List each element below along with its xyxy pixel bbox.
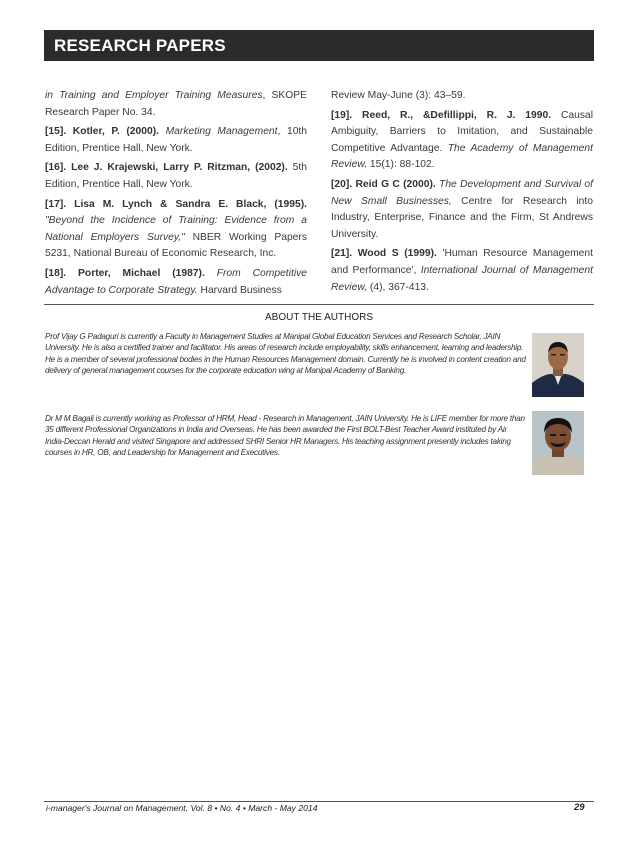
reference-entry [45,160,307,193]
reference-text: From Competitive Advantage to Corporate Strategy. [45,267,307,296]
reference-text: [16]. Lee J. Krajewski, Larry P. Ritzman, (2002). [45,162,288,174]
reference-entry [45,124,307,157]
reference-text: 15(1): 88-102. [367,159,435,171]
about-divider [44,304,594,305]
reference-text: , SKOPE Research Paper No. 34. [45,90,308,118]
author-bio-1: Prof Vijay G Padaguri is currently a Faculty in Management Studies at Manipal Global Education Services and Research Scholar, JAIN University. He is also a certified trainer and facilitator. His areas of research include employability, skills enhancement, learning and leadership. He is a member of several professional bodies in the Human Resources Management domain. Currently he is involved in content creation and delivery of general management courses for the corporate education wing at Manipal Academy of Banking. [45,332,526,376]
reference-text: 5th Edition, Prentice Hall, New York. [45,162,307,190]
reference-text: "Beyond the Incidence of Training: Evidence from a National Employers Survey," [45,215,307,243]
reference-entry [331,108,593,174]
reference-entry [45,88,307,121]
page-number: 29 [574,802,585,813]
reference-text: , 10th Edition, Prentice Hall, New York. [45,126,308,154]
reference-entry [331,246,593,296]
author-photo-2 [532,411,584,475]
reference-text: The Development and Survival of New Small Businesses, [331,178,594,207]
reference-text: International Journal of Management Review, [331,264,593,293]
reference-text: Centre for Research into Industry, Enterprise, Finance and the Firm, St Andrews University. [331,195,593,240]
footer-divider [44,801,594,802]
reference-text: Harvard Business [197,284,282,296]
reference-entry [331,88,593,105]
reference-text: 'Human Resource Management and Performance', [331,248,593,276]
reference-text: [15]. Kotler, P. (2000). [45,126,160,138]
reference-text: NBER Working Papers 5231, National Bureau of Economic Research, Inc. [45,231,307,260]
reference-entry [45,266,307,299]
references-left-column [45,88,307,302]
reference-text: [21]. Wood S (1999). [331,248,437,260]
reference-text: (4), 367-413. [367,281,429,293]
reference-text: [19]. Reed, R., &Defillippi, R. J. 1990. [331,109,552,121]
footer-journal-citation: i-manager's Journal on Management, Vol. 8 • No. 4 • March - May 2014 [46,803,318,813]
reference-text: Marketing Management [159,126,278,138]
reference-text: in Training and Employer Training Measures [45,90,263,101]
reference-text: Review May-June (3): 43–59. [331,90,466,101]
reference-entry [331,177,593,243]
reference-text: Causal Ambiguity, Barriers to Imitation, and Sustainable Competitive Advantage. [331,109,593,154]
reference-text: [17]. Lisa M. Lynch & Sandra E. Black, (1995). [45,198,307,210]
reference-text: The Academy of Management Review, [331,142,593,171]
author-bio-2: Dr M M Bagali is currently working as Professor of HRM, Head - Research in Management, JAIN University. He is LIFE member for more than 35 different Professional Organizations in India and Overseas. He has been awarded the First BOLT-Best Teacher Award instituted by Air India-Deccan Herald and visited Singapore and addressed SHRI Senior HR Managers. His teaching assignment presently includes taking courses in HR, OB, and Leadership for Management and Executives. [45,414,525,458]
section-header-bar [44,30,594,61]
reference-entry [45,197,307,263]
references-right-column [331,88,593,299]
section-title: RESEARCH PAPERS [54,36,226,55]
reference-text: [20]. Reid G C (2000). [331,178,436,190]
reference-text: [18]. Porter, Michael (1987). [45,267,205,279]
author-photo-1 [532,333,584,397]
about-authors-heading: ABOUT THE AUTHORS [265,312,373,323]
